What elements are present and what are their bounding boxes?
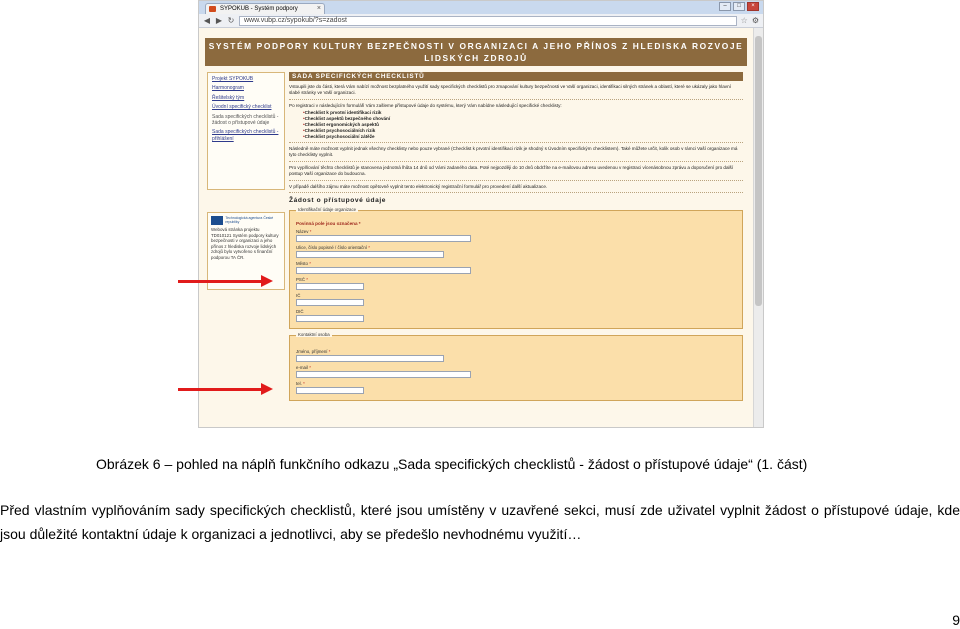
menu-item-zadost: Sada specifických checklistů - žádost o přístupové údaje <box>212 113 279 127</box>
field-label-ic: IČ <box>296 293 301 299</box>
project-info-text: Webová stránka projektu TD010121 Systém podpory kultury bezpečnosti v organizaci a jeho přínos z hlediska rozvoje lidských zdrojů bylo vytvořeno s finanční podporou TA ČR. <box>211 227 279 260</box>
note-text-2: Pro vyplňování těchto checklistů je stanovena jednotná lhůta 14 dnů od Vámi zadaného data. Poté nejpozději do 10 dnů obdržíte na e-mailovou adresu uvedenou v registraci vícenásobnou zprávu a doporučení pro další postup Vaší organizace do budoucna. <box>289 164 734 176</box>
register-sentence: Po registraci v následujícím formuláři Vám zašleme přístupové údaje do systému, který Vám nabídne následující specifické checklisty: <box>289 102 562 108</box>
window-controls <box>719 2 759 11</box>
field-label-jmeno: Jméno, příjmení * <box>296 349 331 355</box>
tacr-logo-text: Technologická agentura České republiky <box>225 215 274 224</box>
red-arrow-icon <box>178 388 263 391</box>
menu-item-harmonogram[interactable]: Harmonogram <box>212 85 244 92</box>
list-item: • Checklist psychosociální zátěže <box>303 134 743 140</box>
main-content <box>289 72 743 401</box>
divider <box>289 142 743 143</box>
email-input[interactable] <box>296 371 471 378</box>
ulice-input[interactable] <box>296 251 444 258</box>
web-page <box>199 28 753 427</box>
forward-arrow-icon[interactable]: ▶ <box>215 16 223 25</box>
field-label-nazev: Název * <box>296 229 312 235</box>
menu-item-uvodni-checklist[interactable]: Úvodní specifický checklist <box>212 104 272 111</box>
url-bar <box>199 14 763 28</box>
organization-legend: Identifikační údaje organizace <box>298 207 357 213</box>
wrench-menu-icon[interactable]: ⚙ <box>751 16 759 25</box>
form-title: Žádost o přístupové údaje <box>289 197 387 205</box>
tel-input[interactable] <box>296 387 364 394</box>
field-label-dic: DIČ <box>296 309 304 315</box>
psc-input[interactable] <box>296 283 364 290</box>
intro-text: Vstoupili jste do části, která Vám nabízí možnost bezplatného využití sady specifických checklistů pro zmapování kultury bezpečnosti ve Vaší organizaci, identifikaci silných stránek a oblastí, které se ukázaly jako hlavní slabé stránky ve Vaší organizaci. <box>289 84 731 95</box>
field-label-ulice: Ulice, číslo popisné / číslo orientační * <box>296 245 370 251</box>
note-text-3: V případě dalšího zájmu máte možnost opětovně vyplnit tento elektronický registrační formulář pro provedení další aktualizace. <box>289 183 548 189</box>
checklist-list <box>303 110 743 139</box>
menu-item-prihlaseni[interactable]: Sada specifických checklistů - přihlášení <box>212 129 279 142</box>
list-item: • Checklist ergonomických aspektů <box>303 122 743 128</box>
organization-fieldset <box>289 207 743 329</box>
bookmark-star-icon[interactable]: ☆ <box>740 16 748 25</box>
maximize-button[interactable]: □ <box>733 2 745 11</box>
vertical-scrollbar[interactable] <box>753 28 763 427</box>
close-window-button[interactable]: × <box>747 2 759 11</box>
list-item: • Checklist aspektů bezpečného chování <box>303 116 743 122</box>
back-arrow-icon[interactable]: ◀ <box>203 16 211 25</box>
nazev-input[interactable] <box>296 235 471 242</box>
ic-input[interactable] <box>296 299 364 306</box>
divider <box>289 99 743 100</box>
contact-fieldset <box>289 332 743 401</box>
menu-item-projekt[interactable]: Projekt SYPOKUB <box>212 76 254 82</box>
browser-tabbar <box>199 1 763 14</box>
figure-caption: Obrázek 6 – pohled na náplň funkčního odkazu „Sada specifických checklistů - žádost o přístupové údaje“ (1. část) <box>96 456 808 472</box>
project-info-box <box>207 212 285 290</box>
divider <box>289 180 743 181</box>
note-text-1: Následně máte možnost vyplnit jednak všechny checklisty nebo pouze vybrané (Checklist k prvotní identifikaci rizik je shodný s Úvodním specifickým checklistem). Také můžete určit, kolik osob v rámci Vaší organizace má tyto checklisty vyplnit. <box>289 146 738 158</box>
divider <box>289 161 743 162</box>
mesto-input[interactable] <box>296 267 471 274</box>
address-input[interactable]: www.vubp.cz/sypokub/?s=zadost <box>239 16 737 26</box>
tacr-logo <box>211 216 281 225</box>
field-label-psc: PSČ * <box>296 277 308 283</box>
page-number: 9 <box>952 612 960 628</box>
required-note: Povinná pole jsou označena * <box>296 221 361 227</box>
contact-legend: Kontaktní osoba <box>298 332 330 338</box>
favicon-icon <box>209 6 216 12</box>
browser-tab[interactable] <box>205 3 325 14</box>
field-label-email: e-mail * <box>296 365 311 371</box>
field-label-tel: tel. * <box>296 381 305 387</box>
register-text <box>289 103 743 140</box>
scrollbar-thumb[interactable] <box>755 36 762 306</box>
list-item: • Checklist k prvotní identifikaci rizik <box>303 110 743 116</box>
tacr-logo-icon <box>211 216 223 225</box>
menu-item-tym[interactable]: Řešitelský tým <box>212 94 245 101</box>
reload-icon[interactable]: ↻ <box>227 16 235 25</box>
tab-close-icon[interactable]: × <box>316 5 321 12</box>
minimize-button[interactable]: – <box>719 2 731 11</box>
browser-screenshot <box>198 0 764 428</box>
divider <box>289 192 743 193</box>
red-arrow-icon <box>178 280 263 283</box>
site-menu <box>207 72 285 190</box>
site-header: SYSTÉM PODPORY KULTURY BEZPEČNOSTI V ORGANIZACI A JEHO PŘÍNOS Z HLEDISKA ROZVOJE LIDSKÝCH ZDROJŮ <box>205 38 747 66</box>
jmeno-input[interactable] <box>296 355 444 362</box>
body-paragraph: Před vlastním vyplňováním sady specifických checklistů, které jsou umístěny v uzavřené sekci, musí zde uživatel vyplnit žádost o přístupové údaje, kde jsou důležité kontaktní údaje k organizaci a jednotlivci, aby se předešlo nevhodnému využití… <box>0 502 960 542</box>
tab-title: SYPOKUB - Systém podpory <box>220 6 298 12</box>
list-item: • Checklist psychosociálních rizik <box>303 128 743 134</box>
left-column <box>207 72 285 290</box>
field-label-mesto: Město * <box>296 261 311 267</box>
section-title: SADA SPECIFICKÝCH CHECKLISTŮ <box>289 72 743 81</box>
dic-input[interactable] <box>296 315 364 322</box>
